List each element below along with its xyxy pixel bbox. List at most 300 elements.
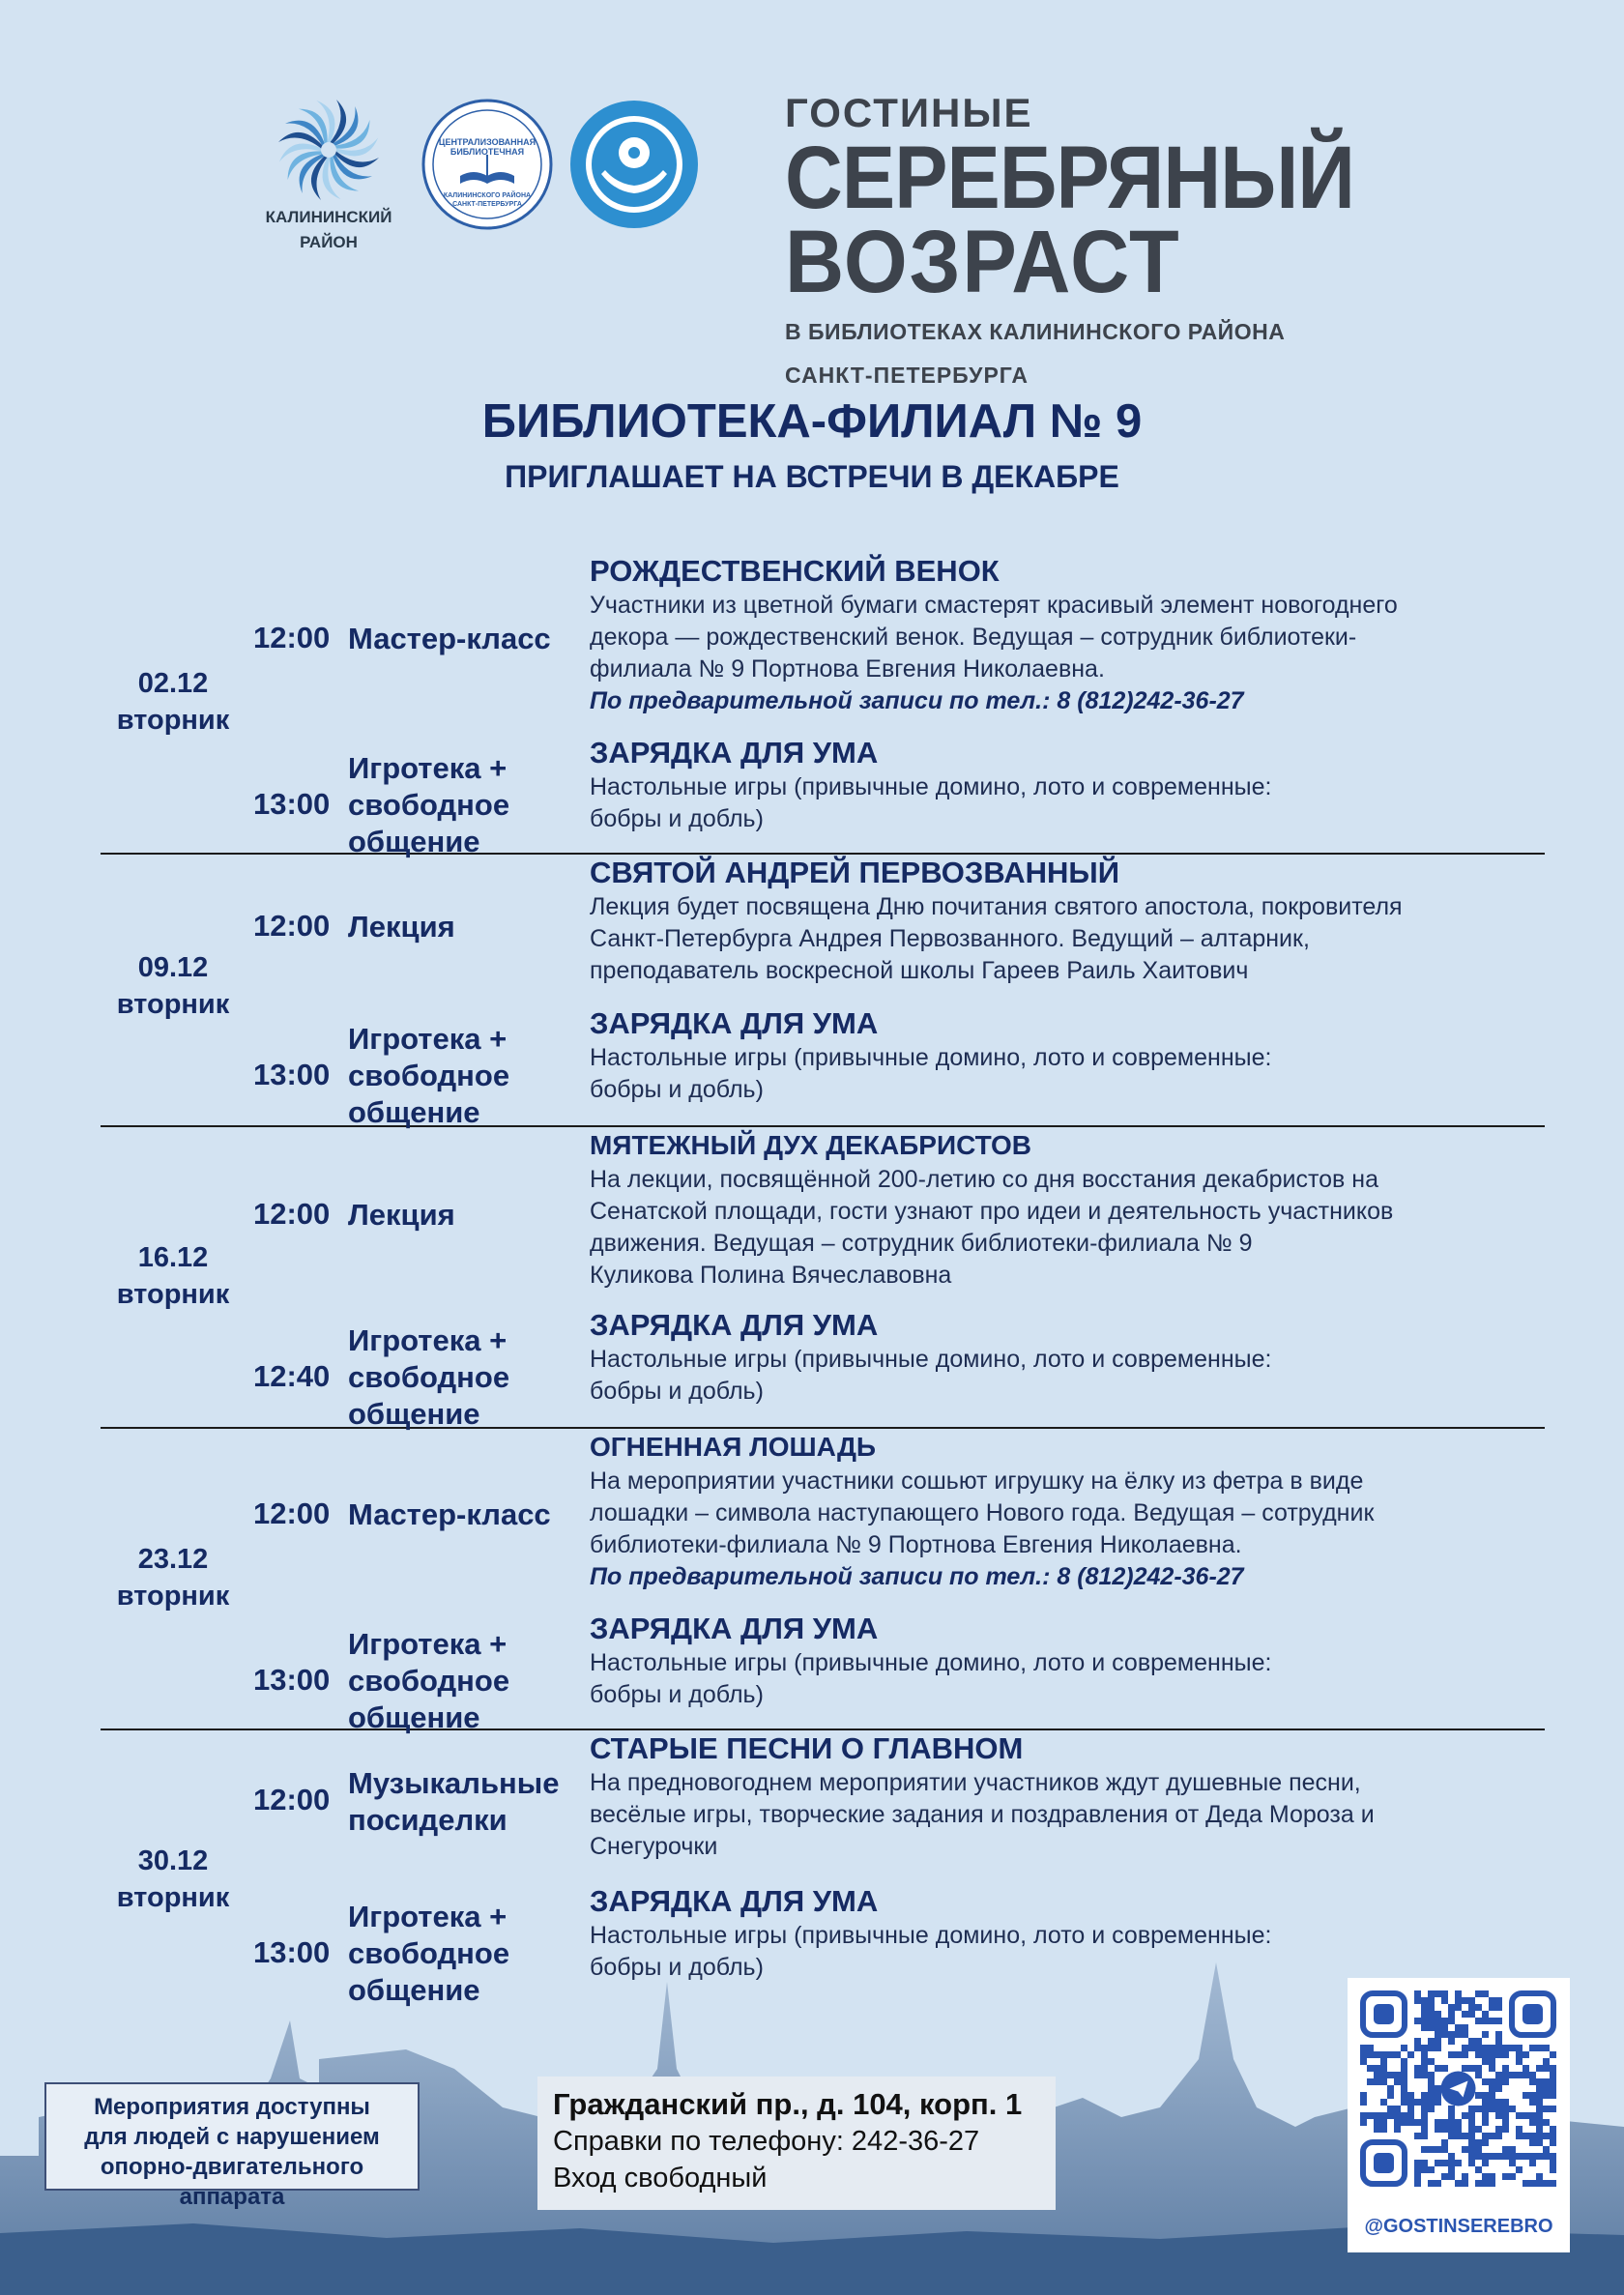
qr-module (1462, 2031, 1468, 2038)
qr-module (1428, 2058, 1435, 2065)
event-description-line: Куликова Полина Вячеславовна (590, 1262, 952, 1289)
qr-finder-center (1522, 2004, 1543, 2024)
qr-module (1536, 2112, 1543, 2119)
event-info (590, 553, 1545, 717)
qr-module (1495, 2072, 1502, 2078)
qr-module (1516, 2133, 1522, 2139)
qr-module (1428, 1997, 1435, 2004)
qr-module (1516, 2045, 1522, 2051)
qr-module (1360, 2051, 1367, 2058)
qr-module (1536, 2139, 1543, 2146)
date-value: 09.12 (137, 952, 209, 983)
qr-module (1414, 2038, 1421, 2045)
qr-module (1509, 2146, 1516, 2153)
brand-line-5: САНКТ-ПЕТЕРБУРГА (785, 363, 1029, 388)
event-kind-line: свободное (348, 1936, 510, 1970)
qr-module (1401, 2112, 1407, 2119)
qr-module (1448, 2004, 1455, 2011)
qr-module (1407, 2106, 1414, 2112)
event-time: 12:00 (253, 1783, 331, 1816)
qr-module (1421, 2166, 1428, 2173)
qr-module (1522, 2133, 1529, 2139)
qr-module (1414, 2045, 1421, 2051)
qr-module (1455, 2119, 1462, 2126)
qr-module (1475, 2018, 1482, 2024)
event-kind-line: свободное (348, 1360, 510, 1394)
qr-module (1367, 2112, 1374, 2119)
qr-module (1441, 2119, 1448, 2126)
qr-module (1495, 1997, 1502, 2004)
qr-module (1380, 2072, 1387, 2078)
qr-module (1502, 2153, 1509, 2160)
qr-module (1367, 2078, 1374, 2085)
qr-module (1543, 2106, 1550, 2112)
qr-module (1407, 2051, 1414, 2058)
access-line-3: опорно-двигательного (100, 2154, 364, 2180)
qr-module (1536, 2173, 1543, 2180)
event-time: 13:00 (253, 1935, 331, 1969)
qr-module (1509, 2160, 1516, 2166)
qr-module (1441, 2160, 1448, 2166)
qr-code-icon[interactable] (1348, 1978, 1570, 2210)
svg-text:БИБЛИОТЕЧНАЯ: БИБЛИОТЕЧНАЯ (450, 147, 525, 157)
event-description-line: Сенатской площади, гости узнают про идеи и деятельность участников (590, 1198, 1394, 1225)
qr-module (1489, 2051, 1495, 2058)
qr-module (1495, 2051, 1502, 2058)
event-time: 12:00 (253, 909, 331, 943)
access-line-2: для людей с нарушением (84, 2124, 380, 2150)
qr-module (1448, 2106, 1455, 2112)
qr-module (1482, 2018, 1489, 2024)
qr-module (1360, 2092, 1367, 2099)
day-date (101, 949, 246, 1023)
qr-module (1380, 2051, 1387, 2058)
qr-module (1387, 2085, 1394, 2092)
qr-module (1428, 2166, 1435, 2173)
qr-module (1522, 2153, 1529, 2160)
qr-module (1468, 2119, 1475, 2126)
qr-module (1428, 2146, 1435, 2153)
qr-module (1543, 2078, 1550, 2085)
qr-module (1489, 2045, 1495, 2051)
qr-module (1435, 2038, 1441, 2045)
library-system-logo (420, 97, 555, 232)
qr-module (1387, 2112, 1394, 2119)
event-heading: ЗАРЯДКА ДЛЯ УМА (590, 1884, 879, 1918)
qr-module (1482, 2092, 1489, 2099)
entry-line: Вход свободный (553, 2163, 768, 2193)
qr-finder-center (1374, 2153, 1394, 2173)
qr-module (1536, 2065, 1543, 2072)
qr-module (1489, 2173, 1495, 2180)
qr-module (1543, 2065, 1550, 2072)
qr-module (1543, 2085, 1550, 2092)
date-value: 02.12 (137, 668, 209, 699)
qr-module (1543, 2092, 1550, 2099)
qr-module (1421, 2092, 1428, 2099)
qr-module (1455, 2051, 1462, 2058)
qr-module (1468, 2153, 1475, 2160)
qr-module (1435, 2099, 1441, 2106)
weekday: вторник (116, 1279, 230, 1310)
event-description-line: Настольные игры (привычные домино, лото и современные: (590, 773, 1272, 800)
qr-module (1495, 2038, 1502, 2045)
weekday: вторник (116, 989, 230, 1020)
qr-module (1550, 2106, 1556, 2112)
qr-module (1414, 2065, 1421, 2072)
event-description-line: Настольные игры (привычные домино, лото и современные: (590, 1922, 1272, 1949)
qr-module (1495, 2078, 1502, 2085)
qr-module (1455, 1990, 1462, 1997)
qr-module (1502, 2146, 1509, 2153)
qr-module (1462, 2173, 1468, 2180)
event-kind-line: Игротека + (348, 1022, 508, 1056)
weekday: вторник (116, 705, 230, 736)
qr-module (1367, 2045, 1374, 2051)
qr-module (1468, 2139, 1475, 2146)
qr-module (1509, 2106, 1516, 2112)
qr-module (1428, 2045, 1435, 2051)
qr-module (1414, 2180, 1421, 2187)
event-info (590, 1307, 1545, 1408)
qr-module (1360, 2119, 1367, 2126)
qr-module (1394, 2078, 1401, 2085)
qr-module (1414, 2166, 1421, 2173)
qr-module (1482, 2119, 1489, 2126)
day-date (101, 1541, 246, 1614)
qr-code-card[interactable] (1348, 1978, 1570, 2252)
brand-line-3: ВОЗРАСТ (785, 213, 1181, 311)
event-description-line: Участники из цветной бумаги смастерят красивый элемент новогоднего (590, 592, 1398, 619)
qr-module (1462, 2051, 1468, 2058)
qr-module (1543, 2045, 1550, 2051)
qr-module (1536, 2106, 1543, 2112)
event-kind-line: Игротека + (348, 1900, 508, 1933)
qr-module (1550, 2180, 1556, 2187)
qr-module (1495, 2004, 1502, 2011)
date-value: 16.12 (137, 1242, 209, 1273)
qr-module (1516, 2072, 1522, 2078)
qr-module (1441, 2126, 1448, 2133)
event-kind (348, 1021, 580, 1131)
qr-module (1489, 2058, 1495, 2065)
day-block (101, 1730, 1545, 2007)
qr-module (1529, 2045, 1536, 2051)
qr-module (1482, 2011, 1489, 2018)
qr-module (1509, 2072, 1516, 2078)
qr-module (1448, 2153, 1455, 2160)
event-time: 12:00 (253, 1496, 331, 1530)
event-heading: ОГНЕННАЯ ЛОШАДЬ (590, 1432, 877, 1462)
qr-module (1435, 2018, 1441, 2024)
event-kind-line: Музыкальные (348, 1766, 560, 1800)
event-kind (348, 1626, 580, 1736)
qr-module (1522, 2112, 1529, 2119)
qr-module (1448, 2011, 1455, 2018)
qr-module (1441, 2031, 1448, 2038)
qr-module (1529, 2139, 1536, 2146)
qr-module (1475, 2139, 1482, 2146)
qr-module (1401, 2065, 1407, 2072)
library-system-emblem-icon (420, 97, 555, 232)
brand-line-4: В БИБЛИОТЕКАХ КАЛИНИНСКОГО РАЙОНА (785, 319, 1286, 344)
qr-module (1475, 2045, 1482, 2051)
qr-module (1421, 2058, 1428, 2065)
qr-module (1414, 2133, 1421, 2139)
qr-module (1482, 2051, 1489, 2058)
brand-block (785, 89, 1384, 389)
qr-module (1543, 2146, 1550, 2153)
access-line-1: Мероприятия доступны (94, 2094, 370, 2120)
qr-module (1380, 2126, 1387, 2133)
qr-module (1529, 2099, 1536, 2106)
qr-module (1462, 2112, 1468, 2119)
qr-module (1455, 1997, 1462, 2004)
qr-module (1550, 2092, 1556, 2099)
qr-module (1495, 2106, 1502, 2112)
qr-module (1482, 2153, 1489, 2160)
event-kind (348, 1765, 580, 1839)
qr-module (1550, 2166, 1556, 2173)
qr-module (1502, 2072, 1509, 2078)
qr-module (1468, 2133, 1475, 2139)
event-heading: ЗАРЯДКА ДЛЯ УМА (590, 1308, 879, 1342)
qr-module (1414, 2160, 1421, 2166)
qr-module (1522, 2072, 1529, 2078)
qr-module (1414, 2119, 1421, 2126)
event-time: 13:00 (253, 1663, 331, 1697)
qr-module (1380, 2112, 1387, 2119)
qr-module (1502, 2126, 1509, 2133)
event-description-line: На лекции, посвящённой 200-летию со дня восстания декабристов на (590, 1166, 1378, 1193)
qr-module (1448, 2126, 1455, 2133)
event-kind-line: посиделки (348, 1803, 508, 1837)
weekday: вторник (116, 1882, 230, 1913)
qr-module (1448, 2166, 1455, 2173)
qr-module (1421, 2018, 1428, 2024)
event-time: 12:00 (253, 1197, 331, 1231)
qr-module (1550, 2160, 1556, 2166)
social-center-logo (566, 97, 702, 232)
qr-module (1502, 2065, 1509, 2072)
qr-module (1407, 2119, 1414, 2126)
qr-module (1428, 2038, 1435, 2045)
event-time: 13:00 (253, 787, 331, 821)
qr-module (1482, 2139, 1489, 2146)
qr-module (1529, 2072, 1536, 2078)
event-info (590, 855, 1545, 987)
qr-module (1468, 2146, 1475, 2153)
qr-module (1468, 1997, 1475, 2004)
qr-module (1448, 2018, 1455, 2024)
event-description-line: бобры и добль) (590, 1954, 764, 1981)
qr-module (1462, 2045, 1468, 2051)
qr-module (1421, 2106, 1428, 2112)
qr-module (1428, 2099, 1435, 2106)
qr-module (1502, 2045, 1509, 2051)
qr-module (1421, 2004, 1428, 2011)
qr-module (1489, 1997, 1495, 2004)
qr-module (1516, 2112, 1522, 2119)
qr-module (1414, 2099, 1421, 2106)
qr-module (1482, 2099, 1489, 2106)
qr-module (1441, 2173, 1448, 2180)
event-description-line: Настольные игры (привычные домино, лото и современные: (590, 1346, 1272, 1373)
qr-module (1529, 2180, 1536, 2187)
event-time: 13:00 (253, 1058, 331, 1091)
event-kind-line: свободное (348, 1059, 510, 1092)
qr-module (1475, 2106, 1482, 2112)
qr-module (1502, 2051, 1509, 2058)
qr-module (1428, 2018, 1435, 2024)
brand-line-1: ГОСТИНЫЕ (785, 90, 1033, 135)
qr-module (1462, 2024, 1468, 2031)
qr-module (1414, 2173, 1421, 2180)
event-kind-line: Игротека + (348, 1323, 508, 1357)
day-date (101, 1239, 246, 1313)
qr-module (1428, 2011, 1435, 2018)
date-value: 30.12 (137, 1845, 209, 1876)
registration-note: По предварительной записи по тел.: 8 (812)242-36-27 (590, 687, 1244, 714)
day-block (101, 1429, 1545, 1734)
qr-module (1387, 2092, 1394, 2099)
telegram-handle[interactable]: @GOSTINSEREBRO (1364, 2216, 1553, 2237)
event-description-line: Снегурочки (590, 1833, 718, 1860)
qr-module (1482, 2133, 1489, 2139)
qr-module (1529, 2119, 1536, 2126)
phone-line[interactable]: Справки по телефону: 242-36-27 (553, 2126, 980, 2157)
qr-module (1360, 2099, 1367, 2106)
qr-module (1455, 2180, 1462, 2187)
qr-module (1482, 2058, 1489, 2065)
event-description-line: Настольные игры (привычные домино, лото и современные: (590, 1649, 1272, 1676)
district-logo (251, 97, 406, 253)
district-emblem-icon (276, 97, 382, 203)
day-block (101, 553, 1545, 858)
qr-module (1495, 2099, 1502, 2106)
qr-module (1536, 2153, 1543, 2160)
district-caption-2: РАЙОН (300, 233, 358, 251)
event-description-line: библиотеки-филиала № 9 Портнова Евгения Николаевна. (590, 1531, 1242, 1558)
qr-module (1495, 2018, 1502, 2024)
qr-module (1360, 2058, 1367, 2065)
qr-module (1468, 2011, 1475, 2018)
qr-module (1441, 2146, 1448, 2153)
qr-module (1536, 2180, 1543, 2187)
qr-module (1421, 2133, 1428, 2139)
event-kind-line: свободное (348, 1664, 510, 1698)
qr-module (1550, 2078, 1556, 2085)
qr-module (1435, 2092, 1441, 2099)
qr-module (1482, 2180, 1489, 2187)
qr-module (1387, 2072, 1394, 2078)
qr-module (1550, 2139, 1556, 2146)
qr-module (1428, 2085, 1435, 2092)
qr-module (1489, 2133, 1495, 2139)
qr-module (1462, 1997, 1468, 2004)
registration-note: По предварительной записи по тел.: 8 (812)242-36-27 (590, 1563, 1244, 1590)
qr-module (1435, 2011, 1441, 2018)
qr-module (1455, 2126, 1462, 2133)
qr-module (1374, 2126, 1380, 2133)
qr-module (1489, 2085, 1495, 2092)
event-info (590, 1611, 1545, 1711)
event-info (590, 1127, 1545, 1292)
qr-module (1394, 2126, 1401, 2133)
event-kind: Лекция (348, 910, 455, 944)
qr-module (1516, 2126, 1522, 2133)
qr-module (1516, 2058, 1522, 2065)
event-kind: Мастер-класс (348, 1497, 551, 1531)
event-info (590, 1005, 1545, 1106)
qr-module (1374, 2112, 1380, 2119)
qr-module (1475, 2126, 1482, 2133)
event-kind (348, 750, 580, 860)
qr-module (1462, 2011, 1468, 2018)
qr-module (1536, 2085, 1543, 2092)
qr-module (1435, 2085, 1441, 2092)
day-block (101, 1127, 1545, 1429)
event-description-line: филиала № 9 Портнова Евгения Николаевна. (590, 655, 1105, 683)
event-kind-line: общение (348, 1095, 480, 1129)
qr-module (1522, 2180, 1529, 2187)
qr-module (1401, 2045, 1407, 2051)
qr-module (1448, 2160, 1455, 2166)
qr-module (1394, 2106, 1401, 2112)
qr-module (1421, 2119, 1428, 2126)
qr-module (1462, 2133, 1468, 2139)
event-description-line: Санкт-Петербурга Андрея Первозванного. Ведущий – алтарник, (590, 925, 1310, 952)
social-center-emblem-icon (566, 97, 702, 232)
qr-module (1462, 2146, 1468, 2153)
qr-module (1495, 2045, 1502, 2051)
qr-module (1421, 2160, 1428, 2166)
event-kind-line: Игротека + (348, 751, 508, 785)
event-kind-line: общение (348, 1397, 480, 1431)
qr-module (1380, 2078, 1387, 2085)
qr-module (1489, 2004, 1495, 2011)
event-description-line: бобры и добль) (590, 1681, 764, 1708)
svg-text:КАЛИНИНСКОГО РАЙОНА: КАЛИНИНСКОГО РАЙОНА (443, 192, 532, 199)
qr-module (1435, 2119, 1441, 2126)
qr-module (1468, 2106, 1475, 2112)
qr-module (1543, 2119, 1550, 2126)
qr-module (1414, 1997, 1421, 2004)
qr-module (1522, 2092, 1529, 2099)
qr-module (1421, 2011, 1428, 2018)
qr-module (1536, 2099, 1543, 2106)
qr-module (1387, 2106, 1394, 2112)
qr-module (1475, 2038, 1482, 2045)
qr-module (1414, 2018, 1421, 2024)
qr-module (1475, 2153, 1482, 2160)
qr-module (1495, 2085, 1502, 2092)
qr-module (1502, 2078, 1509, 2085)
qr-module (1448, 2119, 1455, 2126)
qr-module (1455, 2133, 1462, 2139)
qr-module (1394, 2119, 1401, 2126)
qr-module (1495, 2133, 1502, 2139)
event-description-line: Лекция будет посвящена Дню почитания святого апостола, покровителя (590, 893, 1403, 920)
qr-module (1522, 2065, 1529, 2072)
event-description-line: На мероприятии участники сошьют игрушку на ёлку из фетра в виде (590, 1467, 1364, 1495)
event-time: 12:40 (253, 1359, 331, 1393)
qr-module (1428, 2072, 1435, 2078)
qr-module (1475, 2146, 1482, 2153)
qr-module (1428, 2024, 1435, 2031)
qr-module (1475, 2051, 1482, 2058)
qr-module (1502, 2099, 1509, 2106)
